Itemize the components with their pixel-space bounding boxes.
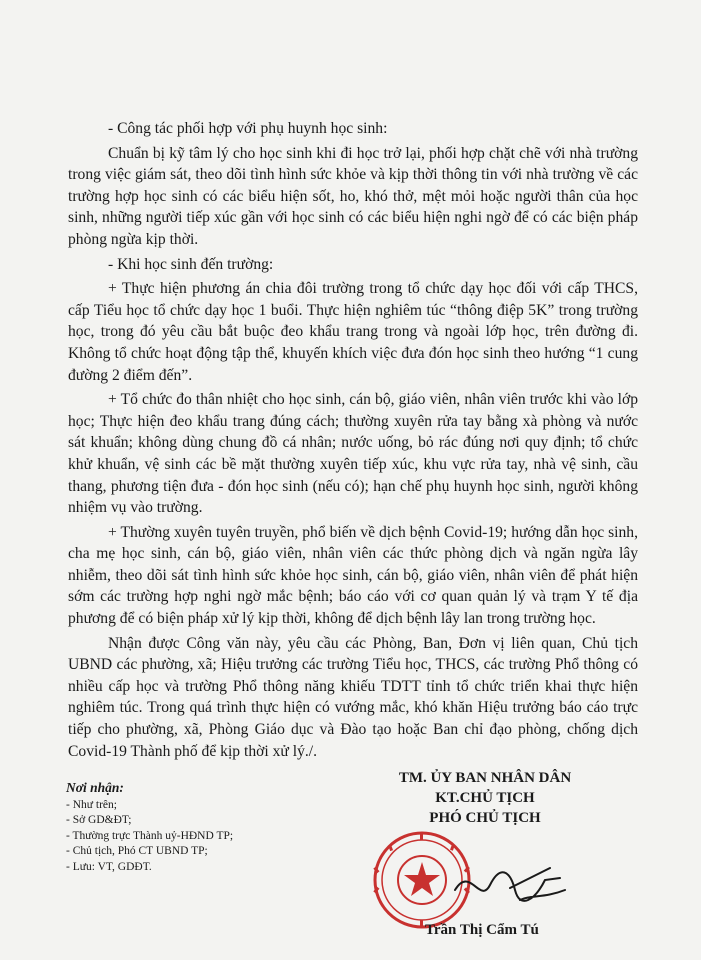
paragraph: + Thường xuyên tuyên truyền, phổ biến về dịch bệnh Covid-19; hướng dẫn học sinh, cha mẹ học sinh, cán bộ, giáo viên, nhân viên các thức phòng dịch và ngăn ngừa lây nhiễm, theo dõi sát tình hình sức khỏe học sinh, cán bộ, giáo viên, nhân viên để phát hiện sớm các trường hợp nghi ngờ mắc bệnh; báo cáo với cơ quan quản lý và trạm Y tế địa phương để có biện pháp xử lý kịp thời, không để dịch bệnh lây lan trong trường học. bbox=[68, 523, 638, 628]
recipient-item: - Chủ tịch, Phó CT UBND TP; bbox=[66, 845, 208, 857]
signature-subtitle: KT.CHỦ TỊCH bbox=[435, 790, 535, 806]
paragraph: Chuẩn bị kỹ tâm lý cho học sinh khi đi học trở lại, phối hợp chặt chẽ với nhà trường trong việc giám sát, theo dõi tình hình sức khỏe và kịp thời thông tin với nhà trường về các trường hợp học sinh có các biểu hiện sốt, ho, khó thở, mệt mỏi hoặc người thân của học sinh, những người tiếp xúc gần với học sinh có các biểu hiện nghi ngờ để có các biện pháp phòng ngừa kịp thời. bbox=[68, 144, 638, 248]
signer-name: Trần Thị Cẩm Tú bbox=[425, 922, 539, 938]
signature-role: PHÓ CHỦ TỊCH bbox=[429, 810, 541, 826]
recipient-item: - Sở GD&ĐT; bbox=[66, 814, 132, 826]
recipients-label: Nơi nhận: bbox=[66, 780, 124, 795]
paragraph: Nhận được Công văn này, yêu cầu các Phòng, Ban, Đơn vị liên quan, Chủ tịch UBND các phường, xã; Hiệu trưởng các trường Tiểu học, THCS, các trường Phổ thông có nhiều cấp học và trường Phổ thông năng khiếu TDTT tỉnh tổ chức triển khai thực hiện nghiêm túc. Trong quá trình thực hiện có vướng mắc, khó khăn Hiệu trưởng báo cáo trực tiếp cho phường, xã, Phòng Giáo dục và Đào tạo hoặc Ban chỉ đạo phòng, chống dịch Covid-19 Thành phố để kịp thời xử lý./. bbox=[68, 634, 638, 760]
document-body bbox=[68, 118, 638, 762]
recipients-block bbox=[66, 780, 336, 875]
recipient-item: - Lưu: VT, GDĐT. bbox=[66, 860, 152, 873]
paragraph: - Công tác phối hợp với phụ huynh học sinh: bbox=[108, 120, 388, 137]
handwritten-signature-icon bbox=[450, 860, 570, 910]
signature-block bbox=[360, 768, 610, 828]
paragraph: + Thực hiện phương án chia đôi trường trong tổ chức dạy học đối với cấp THCS, cấp Tiểu học tổ chức dạy học 1 buổi. Thực hiện nghiêm túc “thông điệp 5K” trong trường học, trong đó yêu cầu bắt buộc đeo khẩu trang trong và ngoài lớp học, trên đường đi. Không tổ chức hoạt động tập thể, khuyến khích việc đưa đón học sinh theo hướng “1 cung đường 2 điểm đến”. bbox=[68, 280, 638, 384]
signature-title: TM. ỦY BAN NHÂN DÂN bbox=[398, 770, 572, 786]
recipient-item: - Thường trực Thành uỷ-HĐND TP; bbox=[66, 829, 234, 842]
recipient-item: - Như trên; bbox=[66, 798, 117, 811]
paragraph: + Tổ chức đo thân nhiệt cho học sinh, cán bộ, giáo viên, nhân viên trước khi vào lớp học; Thực hiện đeo khẩu trang đúng cách; thường xuyên rửa tay bằng xà phòng và nước sát khuẩn; không dùng chung đồ cá nhân; nước uống, bỏ rác đúng nơi quy định; tổ chức khử khuẩn, vệ sinh các bề mặt thường xuyên tiếp xúc, khu vực rửa tay, nhà vệ sinh, cầu thang, phương tiện đưa - đón học sinh (nếu có); hạn chế phụ huynh học sinh, người không nhiệm vụ vào trường. bbox=[68, 391, 638, 517]
paragraph: - Khi học sinh đến trường: bbox=[108, 255, 274, 273]
